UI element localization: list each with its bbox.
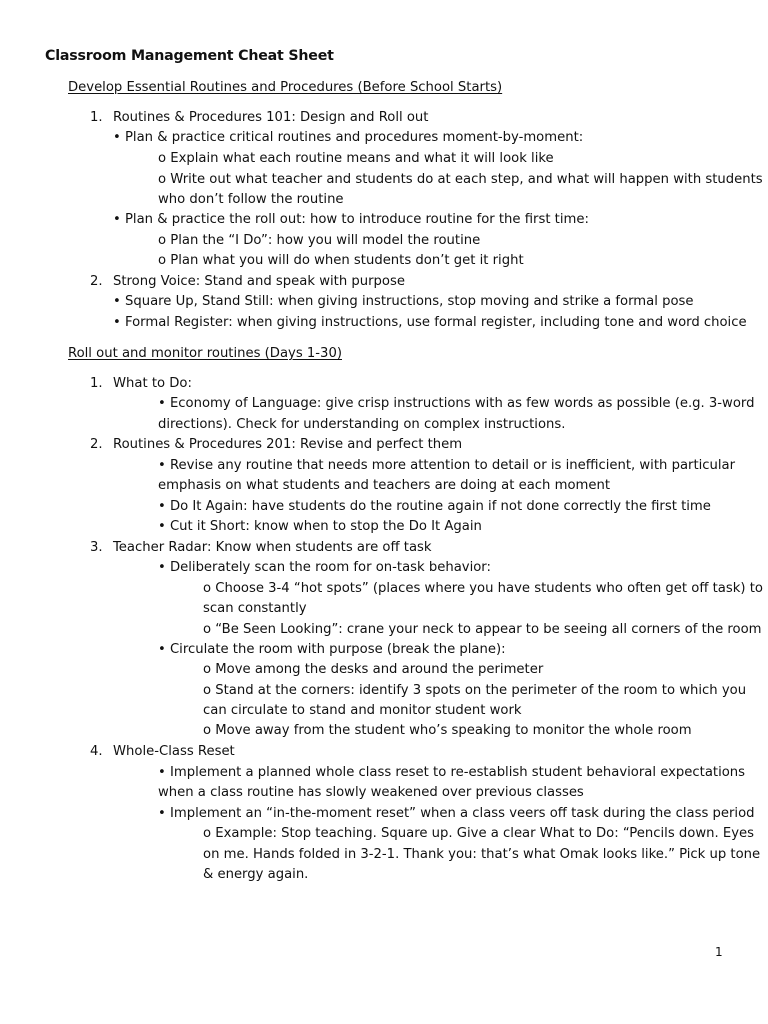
section-heading-routines: Develop Essential Routines and Procedures (Before School Starts): [68, 80, 503, 95]
list-item-label: Whole-Class Reset: [113, 744, 235, 759]
sub-item-continued: who don’t follow the routine: [158, 192, 344, 207]
list-number: 1.: [90, 110, 103, 125]
sub-item-continued: can circulate to stand and monitor student work: [203, 703, 522, 718]
bullet-item: • Plan & practice the roll out: how to introduce routine for the first time:: [113, 212, 589, 227]
sub-item-continued: scan constantly: [203, 601, 307, 616]
sub-item: o “Be Seen Looking”: crane your neck to appear to be seeing all corners of the room: [203, 622, 762, 637]
list-number: 4.: [90, 744, 103, 759]
bullet-item-continued: when a class routine has slowly weakened over previous classes: [158, 785, 584, 800]
bullet-item: • Economy of Language: give crisp instructions with as few words as possible (e.g. 3-word: [158, 396, 755, 411]
list-number: 2.: [90, 437, 103, 452]
sub-item-continued: & energy again.: [203, 867, 309, 882]
sub-item: o Example: Stop teaching. Square up. Give a clear What to Do: “Pencils down. Eyes: [203, 826, 754, 841]
sub-item: o Move away from the student who’s speaking to monitor the whole room: [203, 723, 692, 738]
page-number: 1: [715, 945, 723, 959]
sub-item: o Plan what you will do when students don’t get it right: [158, 253, 524, 268]
section-heading-rollout: Roll out and monitor routines (Days 1-30): [68, 346, 342, 361]
list-item-label: Teacher Radar: Know when students are off task: [113, 540, 432, 555]
document-title: Classroom Management Cheat Sheet: [45, 48, 334, 64]
bullet-item: • Formal Register: when giving instructions, use formal register, including tone and word choice: [113, 315, 747, 330]
list-number: 2.: [90, 274, 103, 289]
list-number: 3.: [90, 540, 103, 555]
bullet-item: • Plan & practice critical routines and procedures moment-by-moment:: [113, 130, 584, 145]
bullet-item: • Square Up, Stand Still: when giving instructions, stop moving and strike a formal pose: [113, 294, 694, 309]
sub-item: o Explain what each routine means and what it will look like: [158, 151, 554, 166]
bullet-item: • Deliberately scan the room for on-task behavior:: [158, 560, 491, 575]
sub-item: o Write out what teacher and students do at each step, and what will happen with students: [158, 172, 763, 187]
sub-item: o Choose 3-4 “hot spots” (places where you have students who often get off task) to: [203, 581, 763, 596]
sub-item: o Move among the desks and around the perimeter: [203, 662, 544, 677]
bullet-item: • Implement an “in-the-moment reset” when a class veers off task during the class period: [158, 806, 755, 821]
bullet-item: • Cut it Short: know when to stop the Do It Again: [158, 519, 482, 534]
bullet-item-continued: directions). Check for understanding on complex instructions.: [158, 417, 566, 432]
list-item-label: Routines & Procedures 201: Revise and perfect them: [113, 437, 463, 452]
sub-item: o Plan the “I Do”: how you will model the routine: [158, 233, 481, 248]
list-number: 1.: [90, 376, 103, 391]
sub-item-continued: on me. Hands folded in 3-2-1. Thank you: that’s what Omak looks like.” Pick up tone: [203, 847, 761, 862]
bullet-item: • Revise any routine that needs more attention to detail or is inefficient, with particular: [158, 458, 736, 473]
bullet-item-continued: emphasis on what students and teachers are doing at each moment: [158, 478, 611, 493]
list-item-label: Strong Voice: Stand and speak with purpose: [113, 274, 405, 289]
sub-item: o Stand at the corners: identify 3 spots on the perimeter of the room to which you: [203, 683, 747, 698]
bullet-item: • Circulate the room with purpose (break the plane):: [158, 642, 506, 657]
list-item-label: What to Do:: [113, 376, 192, 391]
bullet-item: • Do It Again: have students do the routine again if not done correctly the first time: [158, 499, 711, 514]
list-item-label: Routines & Procedures 101: Design and Roll out: [113, 110, 429, 125]
bullet-item: • Implement a planned whole class reset to re-establish student behavioral expectations: [158, 765, 746, 780]
